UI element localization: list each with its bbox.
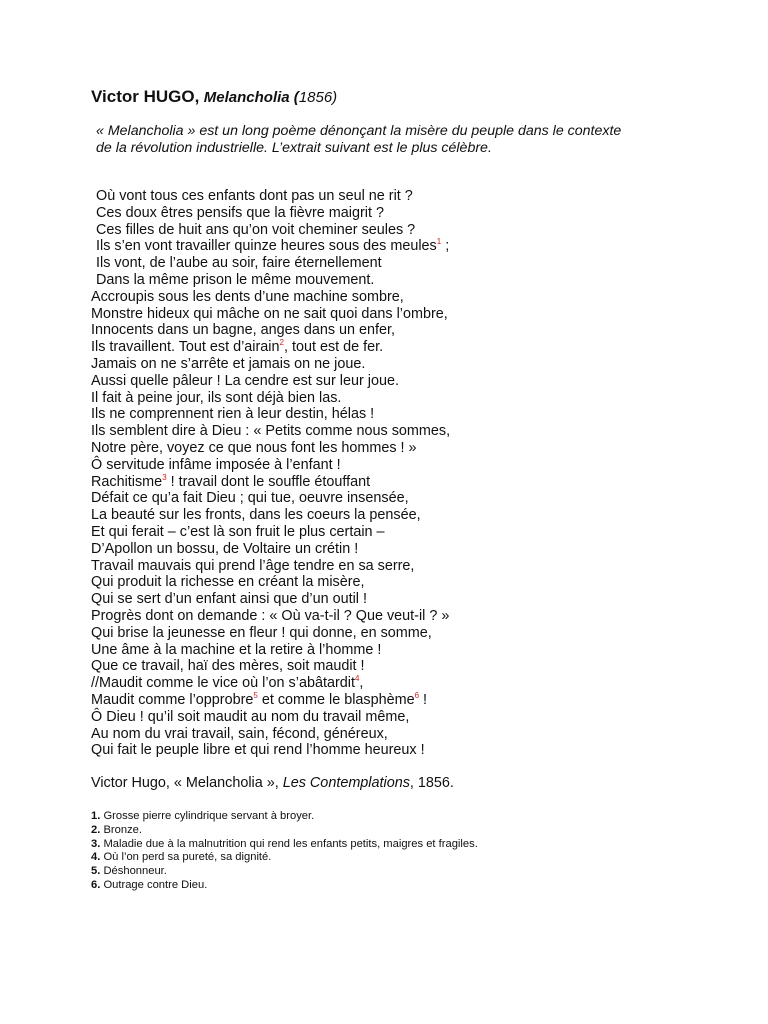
intro-line: de la révolution industrielle. L’extrait suivant est le plus célèbre.	[96, 140, 492, 156]
poem-line: Accroupis sous les dents d’une machine sombre,	[91, 288, 404, 305]
poem-line: Qui fait le peuple libre et qui rend l’homme heureux !	[91, 742, 425, 759]
footnote-text: Grosse pierre cylindrique servant à broyer.	[100, 810, 315, 822]
citation-text: , 1856.	[409, 775, 454, 791]
poem-line: Et qui ferait – c’est là son fruit le plus certain –	[91, 523, 385, 540]
footnote-marker: 2	[279, 338, 284, 348]
poem-line: Notre père, voyez ce que nous font les hommes ! »	[91, 439, 417, 456]
poem-line: Ces doux êtres pensifs que la fièvre maigrit ?	[96, 204, 384, 221]
poem-line: Qui se sert d’un enfant ainsi que d’un outil !	[91, 591, 367, 608]
poem-line: Aussi quelle pâleur ! La cendre est sur leur joue.	[91, 372, 399, 389]
author-name: Victor HUGO,	[91, 87, 200, 106]
poem-line-text: !	[419, 691, 428, 708]
poem-line: Progrès dont on demande : « Où va-t-il ? Que veut-il ? »	[91, 607, 450, 624]
citation-work: Les Contemplations	[282, 775, 410, 791]
poem-line: Qui brise la jeunesse en fleur ! qui donne, en somme,	[91, 624, 432, 641]
poem-line-text: Rachitisme	[91, 473, 163, 490]
poem-line: Travail mauvais qui prend l’âge tendre en sa serre,	[91, 557, 415, 574]
poem-line-text: ,	[359, 675, 364, 692]
footnote-number: 3.	[91, 837, 101, 850]
poem-line: Jamais on ne s’arrête et jamais on ne joue.	[91, 355, 366, 372]
footnote-marker: 3	[162, 472, 167, 482]
poem-line	[91, 675, 450, 692]
document-heading	[91, 87, 337, 107]
footnote-text: Bronze.	[100, 823, 143, 836]
poem-line-text: Ils travaillent. Tout est d’airain	[91, 339, 280, 356]
poem-body	[91, 188, 450, 759]
poem-line: Ces filles de huit ans qu’on voit cheminer seules ?	[96, 221, 416, 238]
poem-line: Où vont tous ces enfants dont pas un seul ne rit ?	[96, 188, 413, 204]
poem-line: Monstre hideux qui mâche on ne sait quoi dans l’ombre,	[91, 305, 448, 322]
intro-paragraph	[96, 123, 696, 157]
footnote-item	[91, 879, 478, 893]
footnote-number: 4.	[91, 851, 101, 864]
poem-line: Au nom du vrai travail, sain, fécond, généreux,	[91, 725, 388, 742]
poem-line: Ils vont, de l’aube au soir, faire éternellement	[96, 255, 382, 272]
poem-line: Que ce travail, haï des mères, soit maudit !	[91, 658, 365, 675]
footnote-item	[91, 810, 478, 824]
poem-line: Qui produit la richesse en créant la misère,	[91, 574, 365, 591]
poem-line	[91, 238, 450, 255]
footnote-number: 2.	[91, 823, 101, 836]
footnote-text: Maladie due à la malnutrition qui rend les enfants petits, maigres et fragiles.	[100, 837, 478, 850]
poem-line	[91, 339, 450, 356]
poem-line-text: et comme le blasphème	[257, 691, 415, 708]
poem-line: La beauté sur les fronts, dans les coeurs la pensée,	[91, 507, 421, 524]
poem-line-text: ! travail dont le souffle étouffant	[166, 473, 371, 490]
footnote-number: 5.	[91, 865, 101, 878]
poem-line: Défait ce qu’a fait Dieu ; qui tue, oeuvre insensée,	[91, 490, 409, 507]
poem-line-text: ;	[441, 238, 450, 255]
poem-line: Ils semblent dire à Dieu : « Petits comme nous sommes,	[91, 423, 451, 440]
poem-line-text: //Maudit comme le vice où l’on s’abâtardit	[91, 675, 355, 692]
source-citation	[91, 775, 454, 791]
poem-line	[91, 474, 450, 491]
footnote-marker: 5	[253, 690, 258, 700]
footnote-item	[91, 865, 478, 879]
footnote-text: Où l’on perd sa pureté, sa dignité.	[100, 851, 272, 864]
poem-line: Une âme à la machine et la retire à l’homme !	[91, 641, 382, 658]
footnote-number: 1.	[91, 810, 101, 822]
poem-line: Ô servitude infâme imposée à l’enfant !	[91, 456, 341, 473]
poem-line	[91, 692, 450, 709]
poem-line-text: Maudit comme l’opprobre	[91, 691, 254, 708]
footnote-item	[91, 824, 478, 838]
poem-line-text: Ils s’en vont travailler quinze heures sous des meules	[96, 238, 437, 255]
footnote-marker: 4	[354, 674, 360, 684]
poem-line: Innocents dans un bagne, anges dans un enfer,	[91, 322, 396, 339]
poem-line-text: , tout est de fer.	[283, 339, 384, 356]
footnote-number: 6.	[91, 878, 101, 891]
footnote-item	[91, 838, 478, 852]
poem-line: Ô Dieu ! qu’il soit maudit au nom du travail même,	[91, 708, 410, 725]
poem-year: 1856)	[298, 89, 338, 106]
poem-line: Dans la même prison le même mouvement.	[96, 271, 375, 288]
intro-line: « Melancholia » est un long poème dénonçant la misère du peuple dans le contexte	[96, 123, 622, 139]
footnotes	[91, 810, 478, 893]
footnote-text: Outrage contre Dieu.	[100, 878, 208, 891]
poem-line: Il fait à peine jour, ils sont déjà bien las.	[91, 389, 342, 406]
footnote-item	[91, 851, 478, 865]
poem-line: Ils ne comprennent rien à leur destin, hélas !	[91, 406, 375, 423]
citation-text: Victor Hugo, « Melancholia »,	[91, 775, 283, 791]
poem-line: D’Apollon un bossu, de Voltaire un crétin !	[91, 540, 359, 557]
footnote-marker: 6	[414, 690, 420, 700]
footnote-text: Déshonneur.	[100, 865, 167, 878]
footnote-marker: 1	[436, 237, 442, 247]
poem-title: Melancholia (	[203, 89, 299, 106]
